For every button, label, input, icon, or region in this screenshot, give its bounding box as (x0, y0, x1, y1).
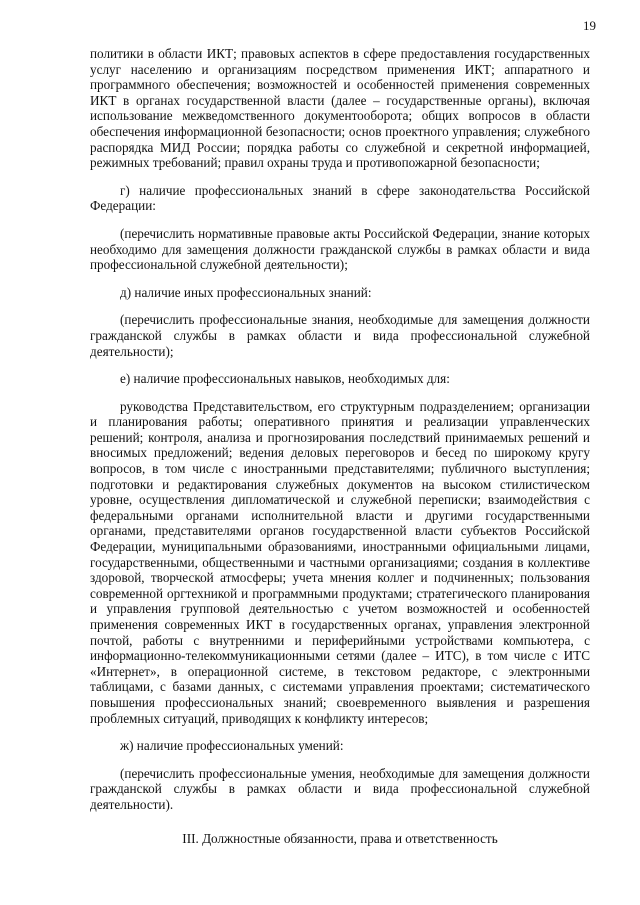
paragraph-item-e: е) наличие профессиональных навыков, необходимых для: (120, 371, 450, 387)
paragraph-item-zh: ж) наличие профессиональных умений: (120, 738, 344, 754)
document-body (90, 46, 590, 846)
paragraph-item-g: г) наличие профессиональных знаний в сфере законодательства Российской Федерации: (90, 182, 590, 214)
paragraph-item-d: д) наличие иных профессиональных знаний: (120, 284, 372, 300)
paragraph-note-abilities: (перечислить профессиональные умения, необходимые для замещения должности гражданской службы в рамках области и вида профессиональной служебной деятельности). (90, 765, 590, 812)
paragraph-note-other-knowledge: (перечислить профессиональные знания, необходимые для замещения должности гражданской службы в рамках области и вида профессиональной служебной деятельности); (90, 312, 590, 359)
page-number: 19 (583, 18, 596, 33)
paragraph-note-legal-acts: (перечислить нормативные правовые акты Российской Федерации, знание которых необходимо для замещения должности гражданской службы в рамках области и вида профессиональной служебной деятельности); (90, 225, 590, 273)
paragraph-ikt-knowledge: политики в области ИКТ; правовых аспектов в сфере предоставления государственных услуг населению и организациям посредством применения ИКТ; аппаратного и программного обеспечения; возможностей и особенностей применения современных ИКТ в органах государственной власти (далее – государственные органы), включая использование межведомственного документооборота; общих вопросов в области обеспечения информационной безопасности; основ проектного управления; служебного распорядка МИД России; порядка работы со служебной и секретной информацией, режимных требований; правил охраны труда и противопожарной безопасности; (90, 46, 590, 171)
paragraph-skills-list: руководства Представительством, его структурным подразделением; организации и планирования работы; оперативного принятия и реализации управленческих решений; контроля, анализа и прогнозирования последствий принимаемых решений и вносимых предложений; ведения деловых переговоров и бесед по широкому кругу вопросов, в том числе с иностранными представителями; публичного выступления; подготовки и редактирования служебных документов на высоком стилистическом уровне, осуществления дипломатической и служебной переписки; взаимодействия с федеральными органами исполнительной власти и другими государственными органами, представителями органов государственной власти субъектов Российской Федерации, муниципальными образованиями, иностранными официальными лицами, государственными, общественными и частными организациями; создания в коллективе здоровой, творческой атмосферы; учета мнения коллег и подчиненных; пользования современной оргтехникой и программными продуктами; стратегического планирования и управления групповой деятельностью с учетом возможностей и особенностей применения современных ИКТ в государственных органах, управления электронной почтой, работы с внутренними и периферийными устройствами компьютера, с информационно-телекоммуникационными сетями (далее – ИТС), в том числе с ИТС «Интернет», в операционной системе, в текстовом редакторе, с электронными таблицами, с базами данных, с системами управления проектами; систематического повышения профессиональных знаний; своевременного выявления и разрешения проблемных ситуаций, приводящих к конфликту интересов; (90, 398, 590, 726)
section-title: III. Должностные обязанности, права и ответственность (182, 830, 498, 846)
